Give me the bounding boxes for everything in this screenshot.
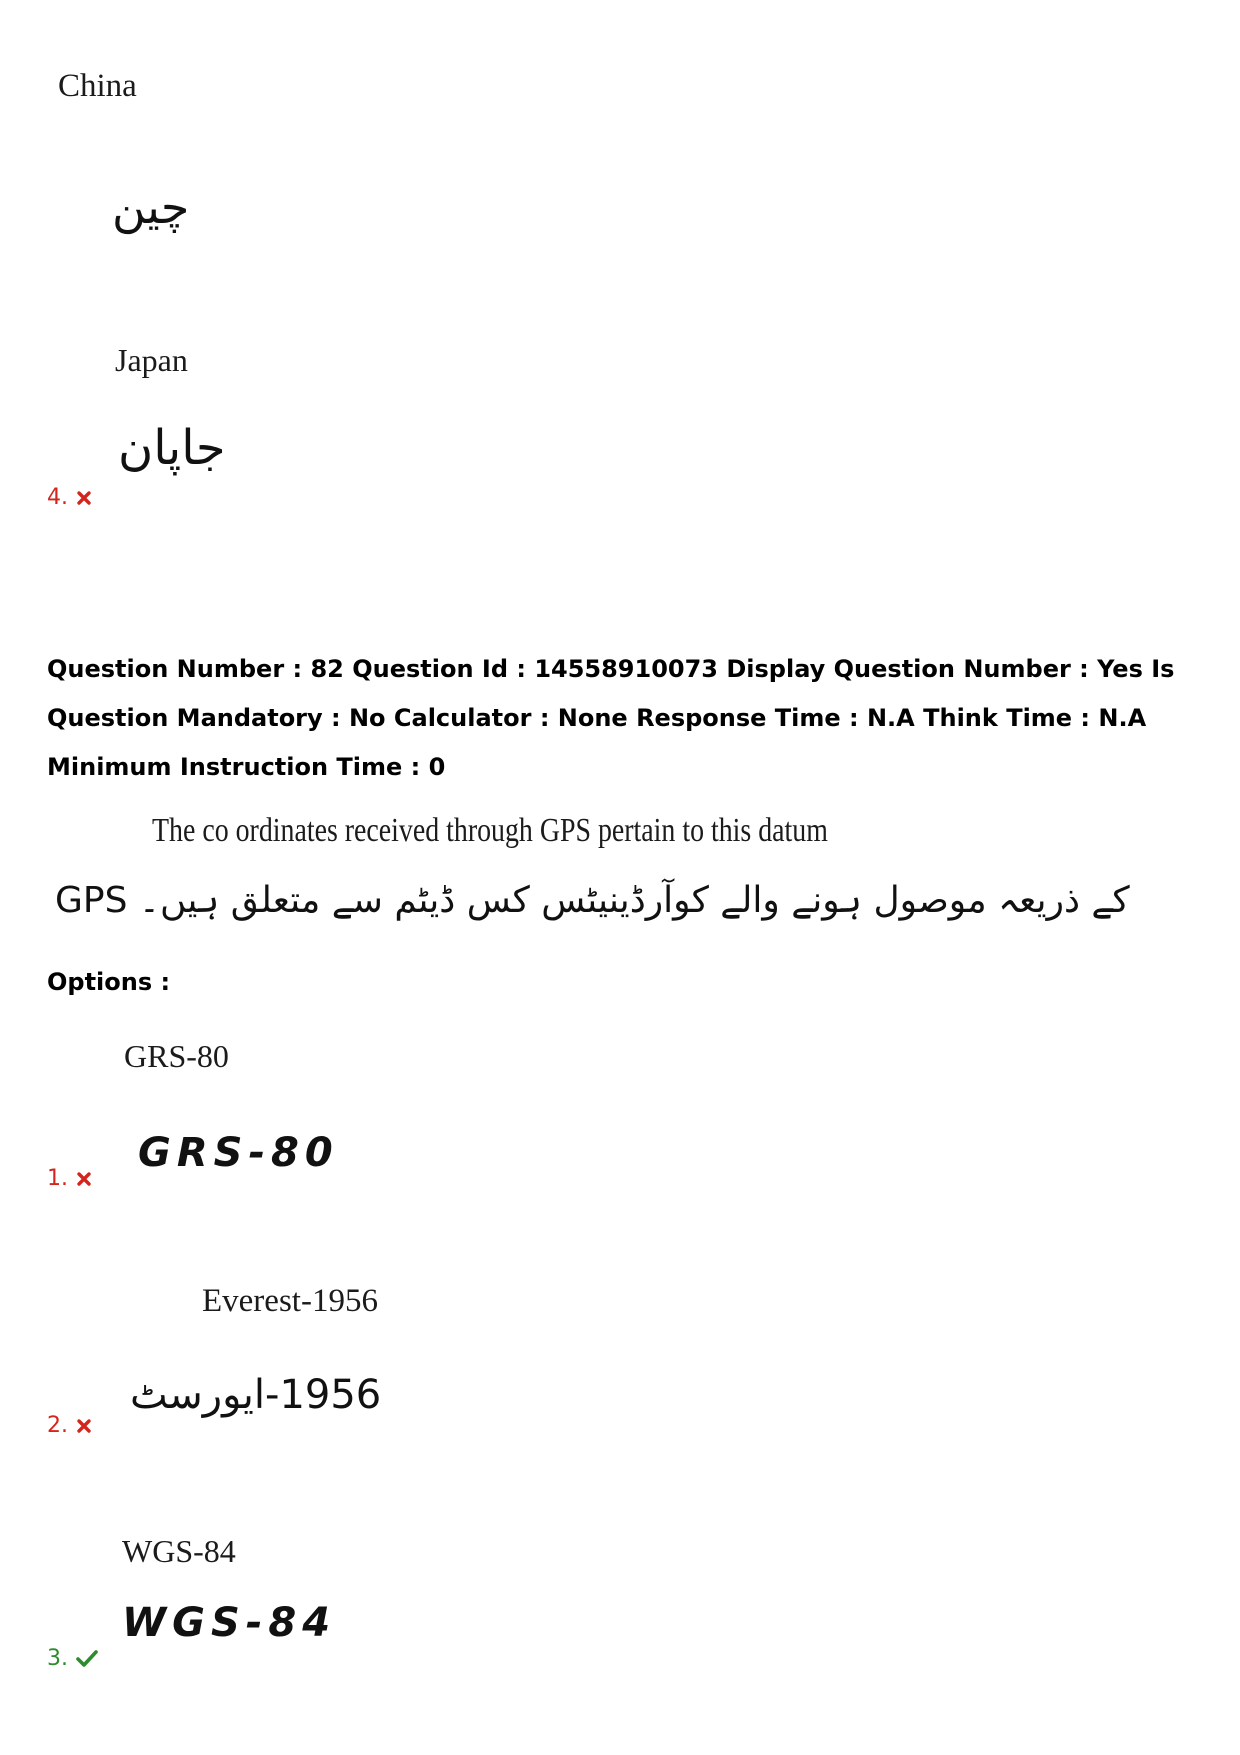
option-4-number: 4. [47, 485, 68, 510]
option-3-english: WGS-84 [122, 1533, 236, 1569]
cross-mark-icon [76, 1418, 92, 1434]
option-2-marker [47, 1413, 92, 1438]
option-2-handwriting: 1956-ایورسٹ [130, 1372, 382, 1418]
china-urdu-handwriting: چین [112, 180, 190, 234]
cross-mark-icon [76, 490, 92, 506]
option-1-number: 1. [47, 1166, 68, 1191]
option-2-english: Everest-1956 [202, 1283, 378, 1319]
question-text-english: The co ordinates received through GPS pertain to this datum [152, 812, 828, 849]
check-mark-icon [76, 1650, 98, 1668]
china-label: China [58, 68, 137, 104]
option-1-marker [47, 1166, 92, 1191]
option-3-marker [47, 1646, 98, 1671]
option-3-number: 3. [47, 1646, 68, 1671]
option-1-english: GRS-80 [124, 1038, 229, 1074]
option-3-handwriting: WGS-84 [122, 1600, 337, 1646]
option-1-handwriting: GRS-80 [138, 1130, 339, 1176]
options-heading: Options : [47, 968, 171, 996]
option-4-marker [47, 485, 92, 510]
option-2-number: 2. [47, 1413, 68, 1438]
japan-label: Japan [115, 342, 188, 378]
cross-mark-icon [76, 1171, 92, 1187]
question-meta: Question Number : 82 Question Id : 14558910073 Display Question Number : Yes Is Question Mandatory : No Calculator : None Response Time : N.A Think Time : N.A Minimum Instruction Time : 0 [47, 655, 1175, 781]
japan-urdu-handwriting: جاپان [118, 420, 226, 476]
question-text-urdu-handwriting: GPS کے ذریعہ موصول ہونے والے کوآرڈینیٹس کس ڈیٹم سے متعلق ہیں۔ [55, 880, 1130, 921]
